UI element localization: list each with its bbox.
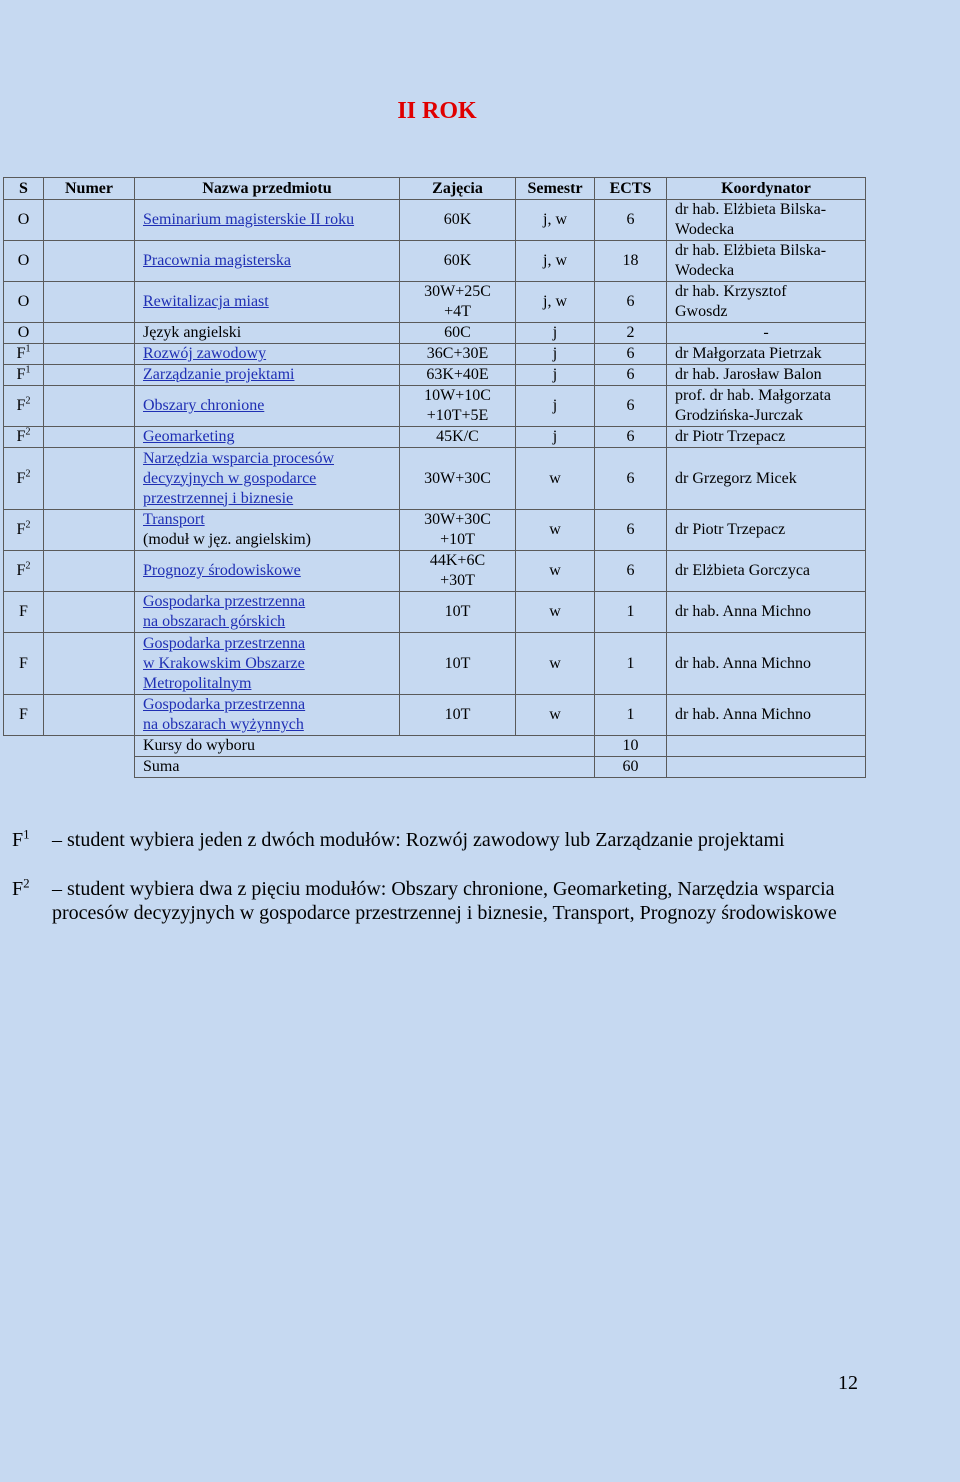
cell-text: 30W+30C — [424, 511, 491, 528]
cell-zajecia — [400, 386, 516, 427]
cell-semestr: w — [516, 695, 595, 736]
cell-nazwa — [135, 344, 400, 365]
course-link[interactable]: w Krakowskim Obszarze — [143, 654, 305, 672]
cell-text: dr Piotr Trzepacz — [675, 428, 786, 445]
cell-s — [4, 551, 44, 592]
cell-s — [4, 448, 44, 510]
cell-nazwa — [135, 365, 400, 386]
cell-semestr: j — [516, 386, 595, 427]
cell-numer — [44, 282, 135, 323]
cell-text: Wodecka — [675, 262, 735, 279]
cell-text: 36C+30E — [426, 345, 489, 362]
cell-text: dr hab. Anna Michno — [675, 603, 811, 620]
cell-s-sup: 1 — [25, 364, 31, 376]
summary-label: Kursy do wyboru — [135, 736, 595, 757]
cell-text: dr Małgorzata Pietrzak — [675, 345, 822, 362]
cell-semestr: w — [516, 551, 595, 592]
course-link[interactable]: Narzędzia wsparcia procesów — [143, 449, 335, 467]
cell-semestr: j — [516, 344, 595, 365]
cell-semestr: j — [516, 323, 595, 344]
cell-text: 10W+10C — [424, 387, 491, 404]
cell-zajecia — [400, 282, 516, 323]
cell-nazwa — [135, 695, 400, 736]
cell-s-label: F — [16, 345, 26, 362]
cell-semestr: w — [516, 510, 595, 551]
summary-row — [4, 757, 866, 778]
header-ects: ECTS — [595, 178, 667, 200]
cell-zajecia — [400, 633, 516, 695]
cell-ects: 6 — [595, 510, 667, 551]
page-title: II ROK — [397, 98, 477, 124]
cell-text: 44K+6C — [429, 552, 486, 569]
cell-s-label: F — [16, 562, 26, 579]
cell-zajecia — [400, 427, 516, 448]
page-number: 12 — [838, 1372, 858, 1394]
course-link[interactable]: przestrzennej i biznesie — [143, 489, 294, 507]
note-f1-label: F — [12, 829, 24, 851]
cell-s-sup: 2 — [25, 395, 31, 407]
cell-text: prof. dr hab. Małgorzata — [675, 387, 831, 404]
course-link[interactable]: Obszary chronione — [143, 397, 265, 414]
cell-text: dr Elżbieta Gorczyca — [675, 562, 811, 579]
table-row — [4, 200, 866, 241]
cell-ects: 6 — [595, 365, 667, 386]
cell-nazwa — [135, 448, 400, 510]
cell-ects: 6 — [595, 282, 667, 323]
cell-ects: 6 — [595, 200, 667, 241]
table-row — [4, 427, 866, 448]
cell-ects: 6 — [595, 427, 667, 448]
cell-text: dr hab. Elżbieta Bilska- — [675, 242, 827, 259]
cell-text: 63K+40E — [426, 366, 489, 383]
cell-s — [4, 241, 44, 282]
header-semestr: Semestr — [516, 178, 595, 200]
cell-zajecia — [400, 695, 516, 736]
header-koordynator: Koordynator — [667, 178, 866, 200]
cell-ects: 1 — [595, 633, 667, 695]
cell-text: 10T — [444, 654, 471, 672]
table-row — [4, 551, 866, 592]
cell-text: 60K — [443, 211, 472, 228]
cell-text: Gwosdz — [675, 303, 728, 320]
cell-nazwa — [135, 510, 400, 551]
cell-zajecia — [400, 323, 516, 344]
cell-s-label: F — [19, 654, 28, 672]
cell-semestr: j — [516, 427, 595, 448]
cell-koordynator — [667, 633, 866, 695]
cell-zajecia — [400, 448, 516, 510]
cell-koordynator — [667, 241, 866, 282]
cell-semestr: j, w — [516, 200, 595, 241]
cell-text: 45K/C — [436, 428, 479, 445]
cell-s-sup: 2 — [25, 560, 31, 572]
cell-koordynator — [667, 323, 866, 344]
cell-numer — [44, 344, 135, 365]
cell-text: Wodecka — [675, 221, 735, 238]
header-s: S — [4, 178, 44, 200]
course-link[interactable]: decyzyjnych w gospodarce — [143, 469, 317, 487]
cell-s-label: F — [16, 469, 26, 487]
cell-text: +30T — [440, 572, 475, 589]
course-link[interactable]: Gospodarka przestrzenna — [143, 593, 306, 610]
table-row — [4, 633, 866, 695]
cell-koordynator — [667, 200, 866, 241]
header-numer: Numer — [44, 178, 135, 200]
note-f2 — [12, 877, 852, 925]
cell-s-sup: 2 — [25, 468, 31, 480]
cell-ects: 18 — [595, 241, 667, 282]
cell-text: dr hab. Krzysztof — [675, 283, 787, 300]
cell-text: (moduł w jęz. angielskim) — [143, 531, 311, 548]
cell-zajecia — [400, 200, 516, 241]
cell-semestr: w — [516, 448, 595, 510]
table-row — [4, 448, 866, 510]
cell-semestr: w — [516, 592, 595, 633]
cell-text: 30W+25C — [424, 283, 491, 300]
cell-nazwa — [135, 200, 400, 241]
empty-cell — [667, 736, 866, 757]
cell-s-sup: 2 — [25, 426, 31, 438]
cell-text: 10T — [444, 603, 471, 620]
cell-semestr: w — [516, 633, 595, 695]
cell-koordynator — [667, 427, 866, 448]
cell-ects: 1 — [595, 695, 667, 736]
note-f1-text: – student wybiera jeden z dwóch modułów: Rozwój zawodowy lub Zarządzanie projektami — [52, 829, 785, 851]
summary-ects: 10 — [595, 736, 667, 757]
cell-text: Grodzińska-Jurczak — [675, 407, 803, 424]
cell-text: dr hab. Jarosław Balon — [675, 366, 822, 383]
cell-numer — [44, 323, 135, 344]
summary-label: Suma — [135, 757, 595, 778]
table-row — [4, 386, 866, 427]
cell-zajecia — [400, 551, 516, 592]
cell-s — [4, 282, 44, 323]
cell-nazwa — [135, 282, 400, 323]
cell-s — [4, 695, 44, 736]
cell-text: +10T+5E — [426, 407, 489, 424]
note-f2-text: – student wybiera dwa z pięciu modułów: Obszary chronione, Geomarketing, Narzędzia wsparcia procesów decyzyjnych w gospodarce przestrzennej i biznesie, Transport, Prognozy środowiskowe — [52, 878, 837, 924]
cell-text: dr hab. Anna Michno — [675, 706, 811, 723]
note-f2-sup: 2 — [23, 875, 30, 891]
cell-numer — [44, 427, 135, 448]
cell-text: dr Grzegorz Micek — [675, 469, 797, 487]
course-link[interactable]: na obszarach wyżynnych — [143, 716, 304, 733]
cell-s-label: F — [16, 428, 26, 445]
header-zajecia: Zajęcia — [400, 178, 516, 200]
cell-koordynator — [667, 510, 866, 551]
empty-cell — [44, 757, 135, 778]
cell-s — [4, 592, 44, 633]
course-link[interactable]: Rozwój zawodowy — [143, 345, 267, 362]
cell-text: dr hab. Elżbieta Bilska- — [675, 201, 827, 218]
cell-zajecia — [400, 592, 516, 633]
cell-numer — [44, 365, 135, 386]
cell-s — [4, 365, 44, 386]
cell-s — [4, 510, 44, 551]
cell-semestr: j, w — [516, 241, 595, 282]
cell-numer — [44, 448, 135, 510]
cell-semestr: j — [516, 365, 595, 386]
cell-text: 30W+30C — [424, 469, 491, 487]
cell-text: Język angielski — [143, 324, 242, 341]
cell-nazwa — [135, 386, 400, 427]
cell-koordynator — [667, 365, 866, 386]
cell-s-label: O — [17, 324, 30, 341]
cell-ects: 6 — [595, 344, 667, 365]
note-f1 — [12, 828, 852, 852]
cell-s-sup: 1 — [25, 343, 31, 355]
cell-s — [4, 200, 44, 241]
cell-s-sup: 2 — [25, 519, 31, 531]
cell-s-label: O — [17, 293, 30, 310]
course-link[interactable]: Geomarketing — [143, 428, 235, 445]
cell-zajecia — [400, 365, 516, 386]
header-nazwa: Nazwa przedmiotu — [135, 178, 400, 200]
cell-text: - — [763, 324, 769, 341]
table-body — [4, 200, 866, 778]
cell-s-label: F — [19, 706, 28, 723]
course-link[interactable]: Transport — [143, 511, 205, 528]
cell-koordynator — [667, 448, 866, 510]
cell-s — [4, 386, 44, 427]
cell-ects: 6 — [595, 551, 667, 592]
cell-text: 60K — [443, 252, 472, 269]
cell-numer — [44, 551, 135, 592]
cell-numer — [44, 695, 135, 736]
table-row — [4, 282, 866, 323]
course-link[interactable]: Seminarium magisterskie II roku — [143, 211, 355, 228]
cell-s — [4, 633, 44, 695]
cell-ects: 6 — [595, 448, 667, 510]
cell-nazwa — [135, 241, 400, 282]
course-table — [3, 177, 866, 778]
note-f2-label: F — [12, 878, 24, 900]
cell-s — [4, 344, 44, 365]
empty-cell — [4, 736, 44, 757]
summary-row — [4, 736, 866, 757]
cell-nazwa — [135, 427, 400, 448]
empty-cell — [4, 757, 44, 778]
cell-koordynator — [667, 282, 866, 323]
summary-ects: 60 — [595, 757, 667, 778]
cell-s-label: O — [17, 211, 30, 228]
cell-text: dr Piotr Trzepacz — [675, 521, 786, 538]
cell-s — [4, 323, 44, 344]
cell-text: 10T — [444, 706, 471, 723]
course-link[interactable]: Gospodarka przestrzenna — [143, 634, 306, 652]
cell-nazwa — [135, 633, 400, 695]
empty-cell — [667, 757, 866, 778]
cell-koordynator — [667, 386, 866, 427]
course-link[interactable]: Rewitalizacja miast — [143, 293, 269, 310]
cell-text: +10T — [440, 531, 475, 548]
cell-zajecia — [400, 344, 516, 365]
course-link[interactable]: Pracownia magisterska — [143, 252, 291, 269]
course-link[interactable]: na obszarach górskich — [143, 613, 286, 630]
table-row — [4, 365, 866, 386]
cell-nazwa — [135, 323, 400, 344]
cell-numer — [44, 633, 135, 695]
cell-numer — [44, 241, 135, 282]
note-f1-sup: 1 — [23, 826, 30, 842]
cell-s-label: F — [16, 397, 26, 414]
table-row — [4, 592, 866, 633]
cell-numer — [44, 592, 135, 633]
cell-ects: 6 — [595, 386, 667, 427]
table-row — [4, 241, 866, 282]
course-link[interactable]: Prognozy środowiskowe — [143, 562, 301, 579]
cell-s-label: F — [19, 603, 28, 620]
cell-zajecia — [400, 241, 516, 282]
table-row — [4, 510, 866, 551]
cell-koordynator — [667, 551, 866, 592]
cell-koordynator — [667, 592, 866, 633]
cell-text: 60C — [444, 324, 471, 341]
cell-text: +4T — [444, 303, 471, 320]
empty-cell — [44, 736, 135, 757]
cell-numer — [44, 386, 135, 427]
cell-numer — [44, 510, 135, 551]
table-row — [4, 323, 866, 344]
cell-text: dr hab. Anna Michno — [675, 654, 811, 672]
cell-koordynator — [667, 344, 866, 365]
cell-koordynator — [667, 695, 866, 736]
cell-nazwa — [135, 592, 400, 633]
cell-zajecia — [400, 510, 516, 551]
cell-numer — [44, 200, 135, 241]
table-row — [4, 344, 866, 365]
course-link[interactable]: Zarządzanie projektami — [143, 366, 295, 383]
course-link[interactable]: Metropolitalnym — [143, 674, 252, 692]
cell-semestr: j, w — [516, 282, 595, 323]
cell-ects: 2 — [595, 323, 667, 344]
cell-ects: 1 — [595, 592, 667, 633]
course-link[interactable]: Gospodarka przestrzenna — [143, 696, 306, 713]
cell-s-label: F — [16, 366, 26, 383]
table-row — [4, 695, 866, 736]
cell-s — [4, 427, 44, 448]
table-header-row — [4, 178, 866, 200]
cell-nazwa — [135, 551, 400, 592]
cell-s-label: F — [16, 521, 26, 538]
cell-s-label: O — [17, 252, 30, 269]
